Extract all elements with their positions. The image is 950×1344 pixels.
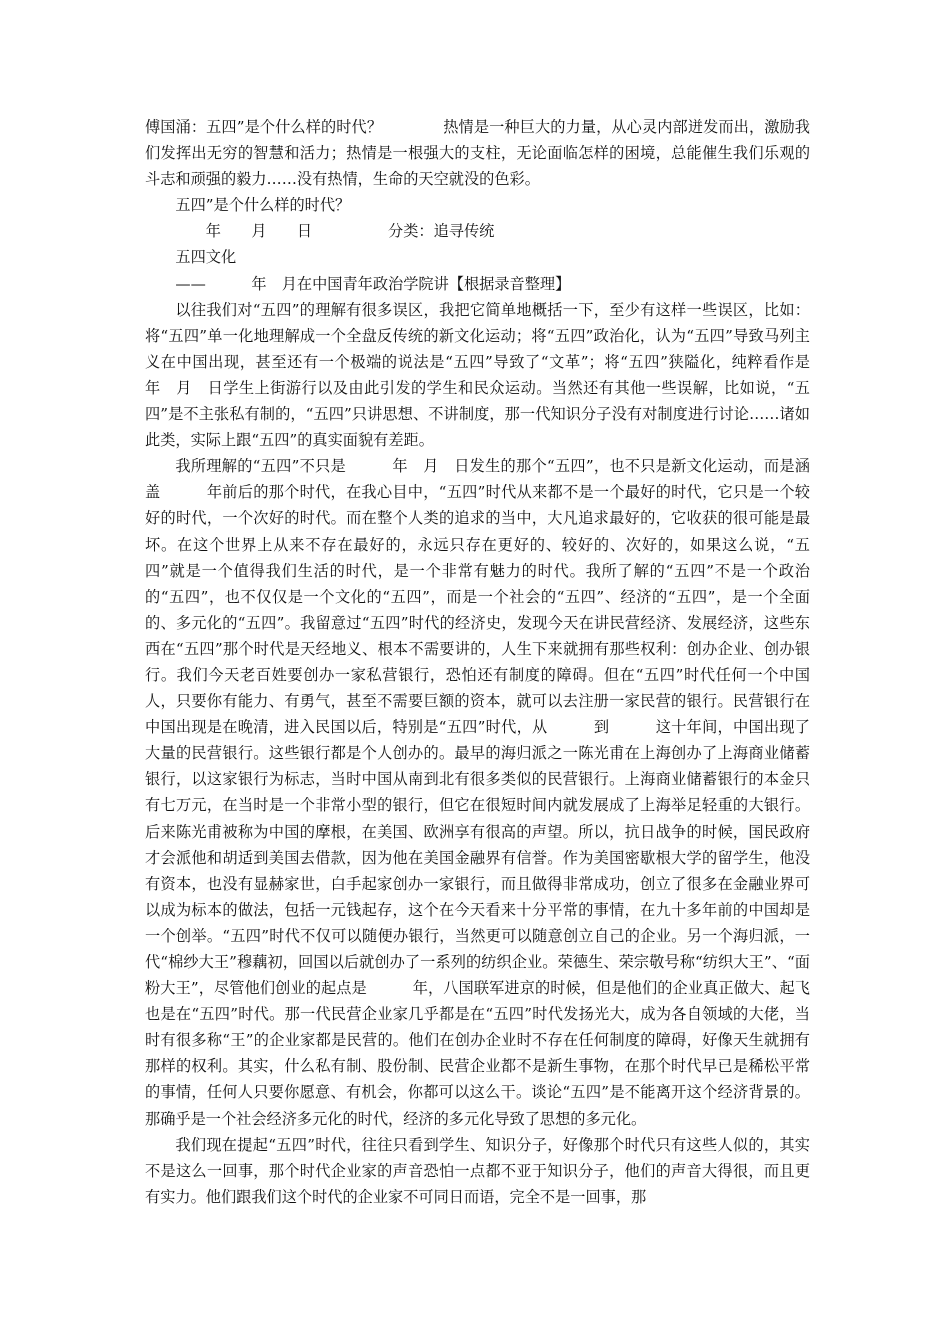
intro-paragraph: 傅国涌：五四”是个什么样的时代？ 热情是一种巨大的力量，从心灵内部迸发而出，激励我们发挥出无穷的智慧和活力；热情是一根强大的支柱，无论面临怎样的困境，总能催生我们乐观的斗志和顽强的毅力……没有热情，生命的天空就没的色彩。	[145, 118, 810, 189]
body-paragraph: 我们现在提起“五四”时代，往往只看到学生、知识分子，好像那个时代只有这些人似的，其实不是这么一回事，那个时代企业家的声音恐怕一点都不亚于知识分子，他们的声音大得很，而且更有实力。他们跟我们这个时代的企业家不可同日而语，完全不是一回事，那	[145, 1135, 810, 1206]
source-line: —— 年 月在中国青年政治学院讲【根据录音整理】	[175, 274, 571, 293]
body-paragraph: 我所理解的“五四”不只是 年 月 日发生的那个“五四”，也不只是新文化运动，而是涵盖 年前后的那个时代，在我心目中，“五四”时代从来都不是一个最好的时代，它只是一个较好的时代，一个次好的时代。而在整个人类的追求的当中，大凡追求最好的，它收获的很可能是最坏。在这个世界上从来不存在最好的，永远只存在更好的、较好的、次好的，如果这么说，“五四”就是一个值得我们生活的时代，是一个非常有魅力的时代。我所了解的“五四”不是一个政治的“五四”，也不仅仅是一个文化的“五四”，而是一个社会的“五四”、经济的“五四”，是一个全面的、多元化的“五四”。我留意过“五四”时代的经济史，发现今天在讲民营经济、发展经济，这些东西在“五四”那个时代是天经地义、根本不需要讲的，人生下来就拥有那些权利：创办企业、创办银行。我们今天老百姓要创办一家私营银行，恐怕还有制度的障碍。但在“五四”时代任何一个中国人，只要你有能力、有勇气，甚至不需要巨额的资本，就可以去注册一家民营的银行。民营银行在中国出现是在晚清，进入民国以后，特别是“五四”时代，从 到 这十年间，中国出现了大量的民营银行。这些银行都是个人创办的。最早的海归派之一陈光甫在上海创办了上海商业储蓄银行，以这家银行为标志，当时中国从南到北有很多类似的民营银行。上海商业储蓄银行的本金只有七万元，在当时是一个非常小型的银行，但它在很短时间内就发展成了上海举足轻重的大银行。后来陈光甫被称为中国的摩根，在美国、欧洲享有很高的声望。所以，抗日战争的时候，国民政府才会派他和胡适到美国去借款，因为他在美国金融界有信誉。作为美国密歇根大学的留学生，他没有资本，也没有显赫家世，白手起家创办一家银行，而且做得非常成功，创立了很多在金融业界可以成为标本的做法，包括一元钱起存，这个在今天看来十分平常的事情，在九十多年前的中国却是一个创举。“五四”时代不仅可以随便办银行，当然更可以随意创立自己的企业。另一个海归派，一代“棉纱大王”穆藕初，回国以后就创办了一系列的纺织企业。荣德生、荣宗敬号称“纺织大王”、“面粉大王”，尽管他们创业的起点是 年，八国联军进京的时候，但是他们的企业真正做大、起飞也是在“五四”时代。那一代民营企业家几乎都是在“五四”时代发扬光大，成为各自领域的大佬，当时有很多称“王”的企业家都是民营的。他们在创办企业时不存在任何制度的障碍，好像天生就拥有那样的权利。其实，什么私有制、股份制、民营企业都不是新生事物，在那个时代早已是稀松平常的事情，任何人只要你愿意、有机会，你都可以这么干。谈论“五四”是不能离开这个经济背景的。那确乎是一个社会经济多元化的时代，经济的多元化导致了思想的多元化。	[145, 457, 810, 1128]
category-label: 五四文化	[175, 248, 237, 267]
body-paragraph: 以往我们对“五四”的理解有很多误区，我把它简单地概括一下，至少有这样一些误区，比如：将“五四”单一化地理解成一个全盘反传统的新文化运动；将“五四”政治化，认为“五四”导致马列主义在中国出现，甚至还有一个极端的说法是“五四”导致了“文革”；将“五四”狭隘化，纯粹看作是 年 月 日学生上街游行以及由此引发的学生和民众运动。当然还有其他一些误解，比如说，“五四”是不主张私有制的，“五四”只讲思想、不讲制度，那一代知识分子没有对制度进行讨论……诸如此类，实际上跟“五四”的真实面貌有差距。	[145, 300, 856, 450]
article-title: 五四”是个什么样的时代？	[175, 196, 351, 215]
date-category-line: 年 月 日 分类：追寻传统	[175, 222, 495, 241]
document-page	[145, 114, 856, 1210]
